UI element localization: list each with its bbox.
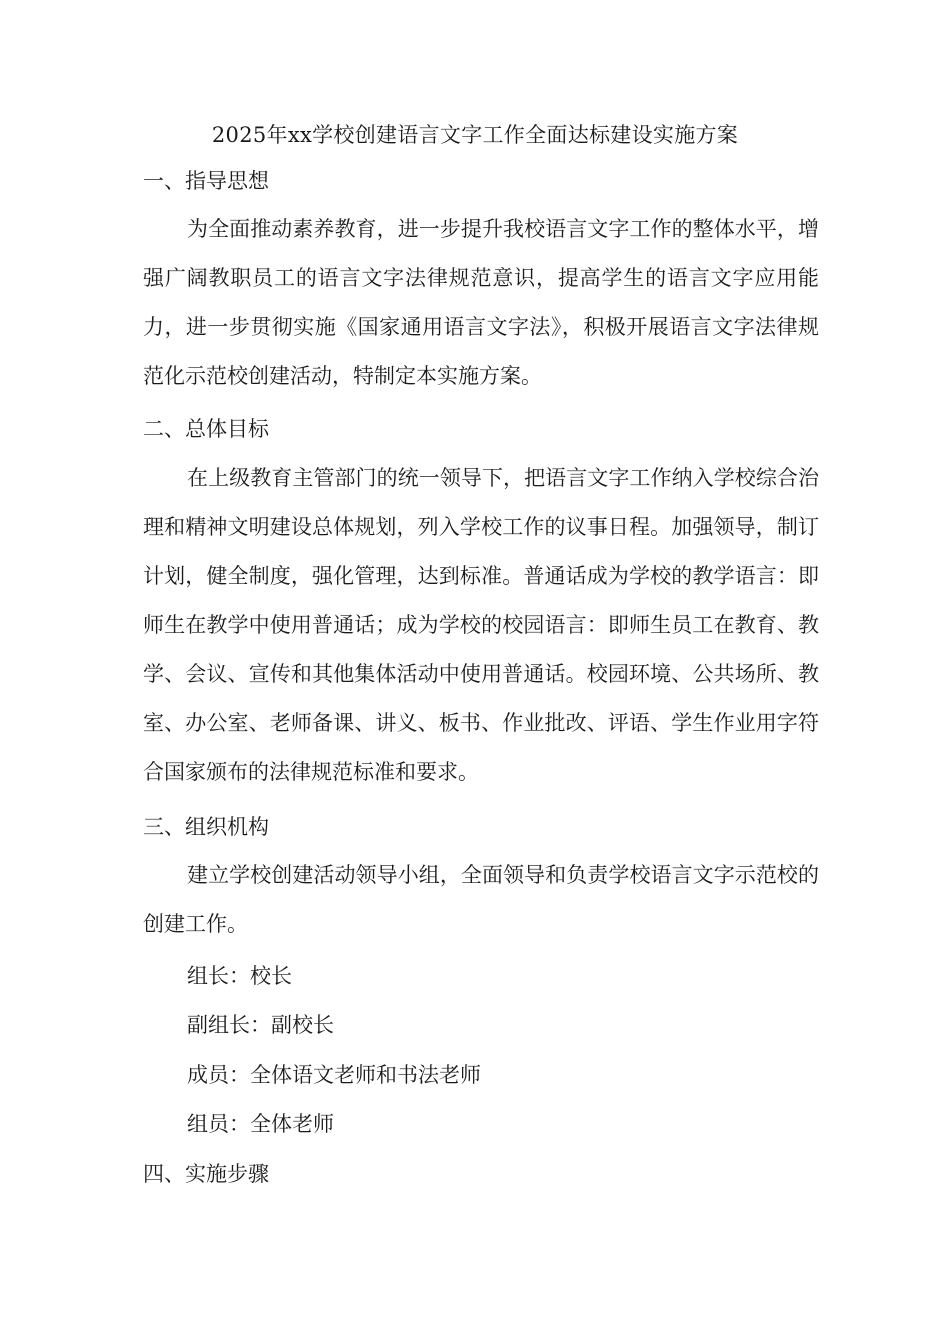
- section-heading-organization: 三、组织机构: [143, 815, 269, 839]
- section-heading-overall-goal: 二、总体目标: [143, 417, 269, 441]
- section-paragraph-overall-goal: 在上级教育主管部门的统一领导下，把语言文字工作纳入学校综合治理和精神文明建设总体规划，列入学校工作的议事日程。加强领导，制订计划，健全制度，强化管理，达到标准。普通话成为学校的教学语言：即师生在教学中使用普通话；成为学校的校园语言：即师生员工在教育、教学、会议、宣传和其他集体活动中使用普通话。校园环境、公共场所、教室、办公室、老师备课、讲义、板书、作业批改、评语、学生作业用字符合国家颁布的法律规范标准和要求。: [143, 466, 819, 784]
- section-heading-implementation-steps: 四、实施步骤: [143, 1162, 269, 1186]
- document-title: 2025年xx学校创建语言文字工作全面达标建设实施方案: [211, 123, 739, 147]
- member-line-leader: 组长：校长: [187, 964, 292, 988]
- section-heading-guiding-ideology: 一、指导思想: [143, 169, 269, 193]
- member-line-deputy-leader: 副组长：副校长: [187, 1013, 334, 1037]
- member-line-members: 成员：全体语文老师和书法老师: [187, 1063, 481, 1087]
- section-paragraph-organization: 建立学校创建活动领导小组，全面领导和负责学校语言文字示范校的创建工作。: [143, 863, 819, 936]
- member-line-team: 组员：全体老师: [187, 1112, 334, 1136]
- section-paragraph-guiding-ideology: 为全面推动素养教育，进一步提升我校语言文字工作的整体水平，增强广阔教职员工的语言文字法律规范意识，提高学生的语言文字应用能力，进一步贯彻实施《国家通用语言文字法》，积极开展语言文字法律规范化示范校创建活动，特制定本实施方案。: [143, 217, 819, 388]
